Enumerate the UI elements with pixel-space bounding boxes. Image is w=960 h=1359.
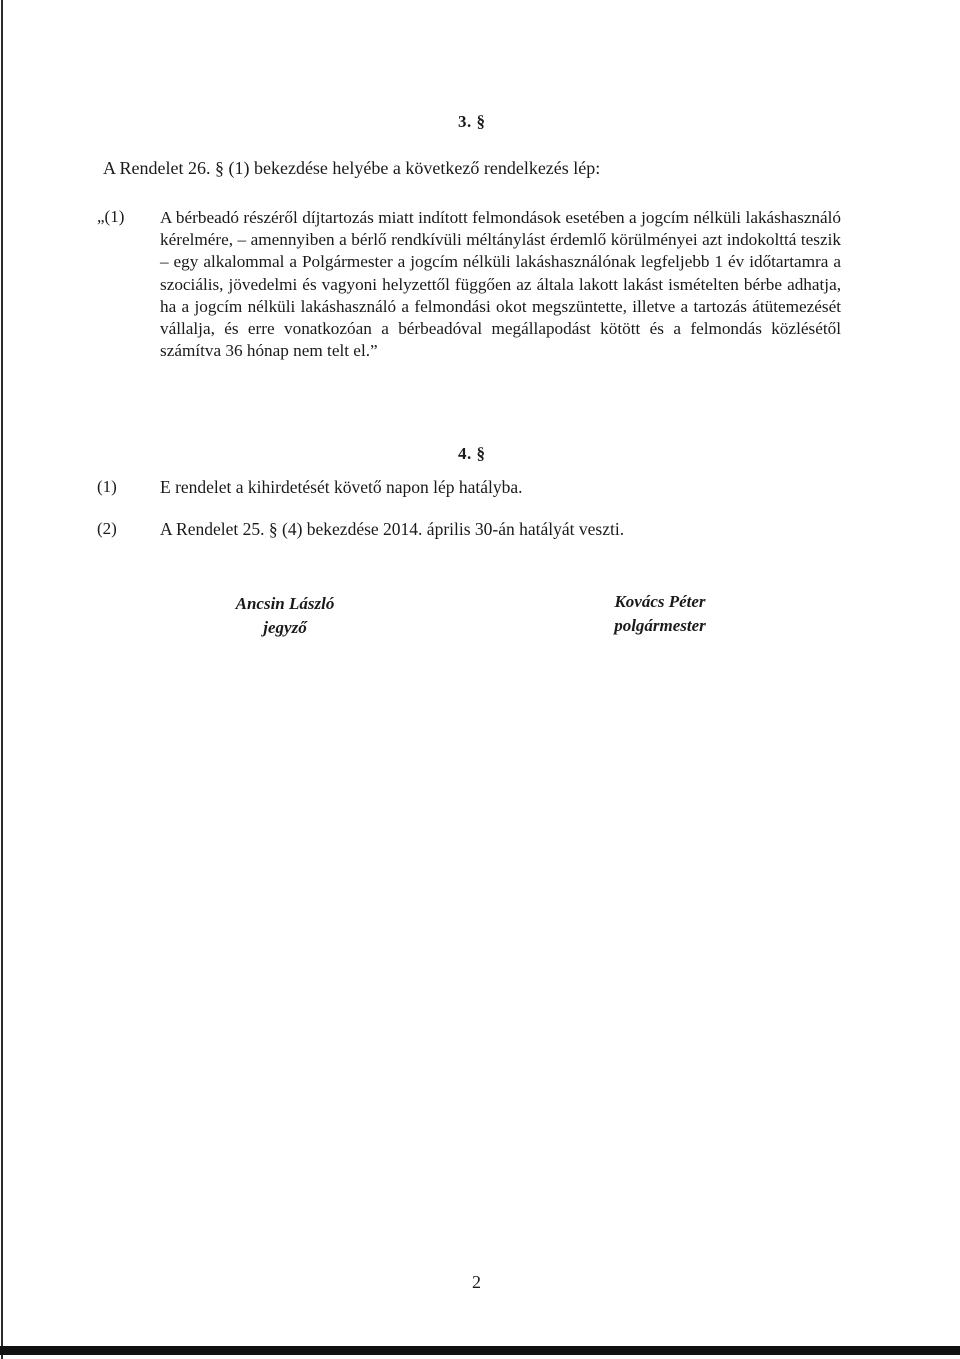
quoted-paragraph-label: „(1) bbox=[97, 207, 125, 226]
signatory-title: jegyző bbox=[263, 618, 307, 637]
signature-block-mayor bbox=[580, 590, 740, 638]
signature-block-notary bbox=[200, 592, 370, 640]
scan-bottom-edge-bar bbox=[0, 1346, 960, 1355]
section-3-intro: A Rendelet 26. § (1) bekezdése helyébe a következő rendelkezés lép: bbox=[103, 158, 601, 178]
scan-left-edge-line bbox=[1, 0, 3, 1359]
paragraph-1-label: (1) bbox=[97, 477, 117, 496]
page-number: 2 bbox=[472, 1272, 481, 1292]
paragraph-1-text: E rendelet a kihirdetését követő napon lép hatályba. bbox=[160, 477, 523, 497]
signatory-name: Kovács Péter bbox=[614, 592, 706, 611]
signatory-name: Ancsin László bbox=[235, 594, 335, 613]
section-4-heading: 4. § bbox=[458, 444, 486, 463]
paragraph-2-text: A Rendelet 25. § (4) bekezdése 2014. április 30-án hatályát veszti. bbox=[160, 519, 625, 539]
signatory-title: polgármester bbox=[614, 616, 706, 635]
section-3-heading: 3. § bbox=[458, 112, 486, 131]
paragraph-2-label: (2) bbox=[97, 519, 117, 538]
quoted-paragraph-text: A bérbeadó részéről díjtartozás miatt indított felmondások esetében a jogcím nélküli lakáshasználó kérelmére, – amennyiben a bérlő rendkívüli méltánylást érdemlő körülményei azt indokolttá teszik – egy alkalommal a Polgármester a jogcím nélküli lakáshasználónak legfeljebb 1 év időtartamra a szociális, jövedelmi és vagyoni helyzettől függően az általa lakott lakást ismételten bérbe adhatja, ha a jogcím nélküli lakáshasználó a felmondási okot megszüntette, illetve a tartozás átütemezését vállalja, és erre vonatkozóan a bérbeadóval megállapodást kötött és a felmondás közlésétől számítva 36 hónap nem telt el.” bbox=[160, 208, 841, 361]
